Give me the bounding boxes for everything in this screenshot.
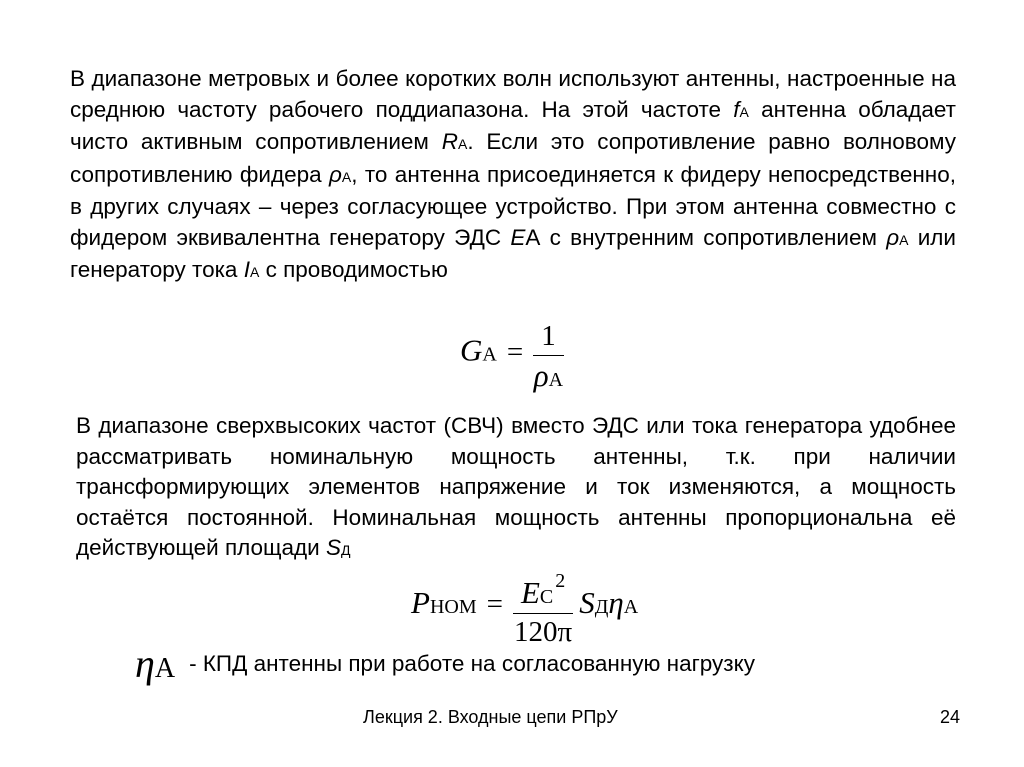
formula2-denominator: 120π xyxy=(514,616,573,648)
paragraph1-run: ρ xyxy=(886,224,900,250)
paragraph1-run: А xyxy=(739,103,749,120)
paragraph2-run: S xyxy=(326,535,342,560)
formula2-factor2-sub: A xyxy=(623,596,639,619)
paragraph1-run: А xyxy=(457,136,468,152)
formula2-fraction xyxy=(513,570,573,649)
formula1-lhs-sub: A xyxy=(482,343,497,366)
eta-symbol-sub: A xyxy=(154,653,176,684)
formula-conductance xyxy=(460,320,564,394)
formula2-lhs: P xyxy=(411,585,430,621)
formula2-numerator-sup: 2 xyxy=(555,570,566,592)
paragraph1-run: . Если это сопротивление равно волновому сопротивлению фидера xyxy=(70,129,956,187)
paragraph1-run: с проводимостью xyxy=(259,257,448,282)
paragraph1-run: или генератору тока xyxy=(70,224,956,282)
formula2-factor: S xyxy=(579,585,595,621)
paragraph1-run: f xyxy=(733,96,740,122)
paragraph1-run: А xyxy=(249,264,260,280)
paragraph1-run: антенна обладает чисто активным сопротивлением xyxy=(70,96,956,154)
paragraph-microwave-power xyxy=(76,411,956,566)
paragraph1-run: А с внутренним сопротивлением xyxy=(525,224,887,250)
efficiency-note xyxy=(135,640,755,687)
formula1-fraction xyxy=(533,320,564,394)
formula2-factor-sub: Д xyxy=(594,596,609,619)
formula2-equals: = xyxy=(486,588,503,621)
paragraph-feeder-matching xyxy=(70,64,956,288)
paragraph1-run: ρ xyxy=(329,161,342,187)
formula1-denominator-sub: A xyxy=(548,369,564,391)
paragraph2-run: Д xyxy=(341,542,351,558)
formula2-factor2: η xyxy=(608,585,624,621)
paragraph1-run: I xyxy=(243,257,250,282)
formula1-numerator: 1 xyxy=(533,320,564,356)
paragraph1-run: А xyxy=(341,168,352,185)
efficiency-note-text: - КПД антенны при работе на согласованную нагрузку xyxy=(189,651,755,676)
paragraph1-run: E xyxy=(510,224,526,250)
paragraph1-run: R xyxy=(441,129,458,154)
paragraph1-run: , то антенна присоединяется к фидеру непосредственно, в других случаях – через согласующее устройство. При этом антенна совместно с фидером эквивалентна генератору ЭДС xyxy=(70,161,956,250)
formula1-equals: = xyxy=(506,335,524,368)
footer-page-number: 24 xyxy=(940,707,961,727)
formula-nominal-power xyxy=(411,570,638,649)
footer-lecture-title: Лекция 2. Входные цепи РПрУ xyxy=(363,707,618,727)
paragraph1-run: А xyxy=(899,231,909,248)
formula1-lhs: G xyxy=(460,332,483,368)
formula2-numerator: E xyxy=(520,575,540,610)
formula2-lhs-sub: НОМ xyxy=(429,596,477,619)
formula1-denominator: ρ xyxy=(533,358,549,393)
paragraph2-run: В диапазоне сверхвысоких частот (СВЧ) вместо ЭДС или тока генератора удобнее рассматривать номинальную мощность антенны, т.к. при наличии трансформирующих элементов напряжение и ток изменяются, а мощность остаётся постоянной. Номинальная мощность антенны пропорциональна её действующей площади xyxy=(76,413,956,560)
paragraph1-run: В диапазоне метровых и более коротких волн используют антенны, настроенные на среднюю частоту рабочего поддиапазона. На этой частоте xyxy=(70,66,956,122)
eta-symbol: η xyxy=(135,641,155,686)
formula2-numerator-sub: С xyxy=(539,586,554,608)
